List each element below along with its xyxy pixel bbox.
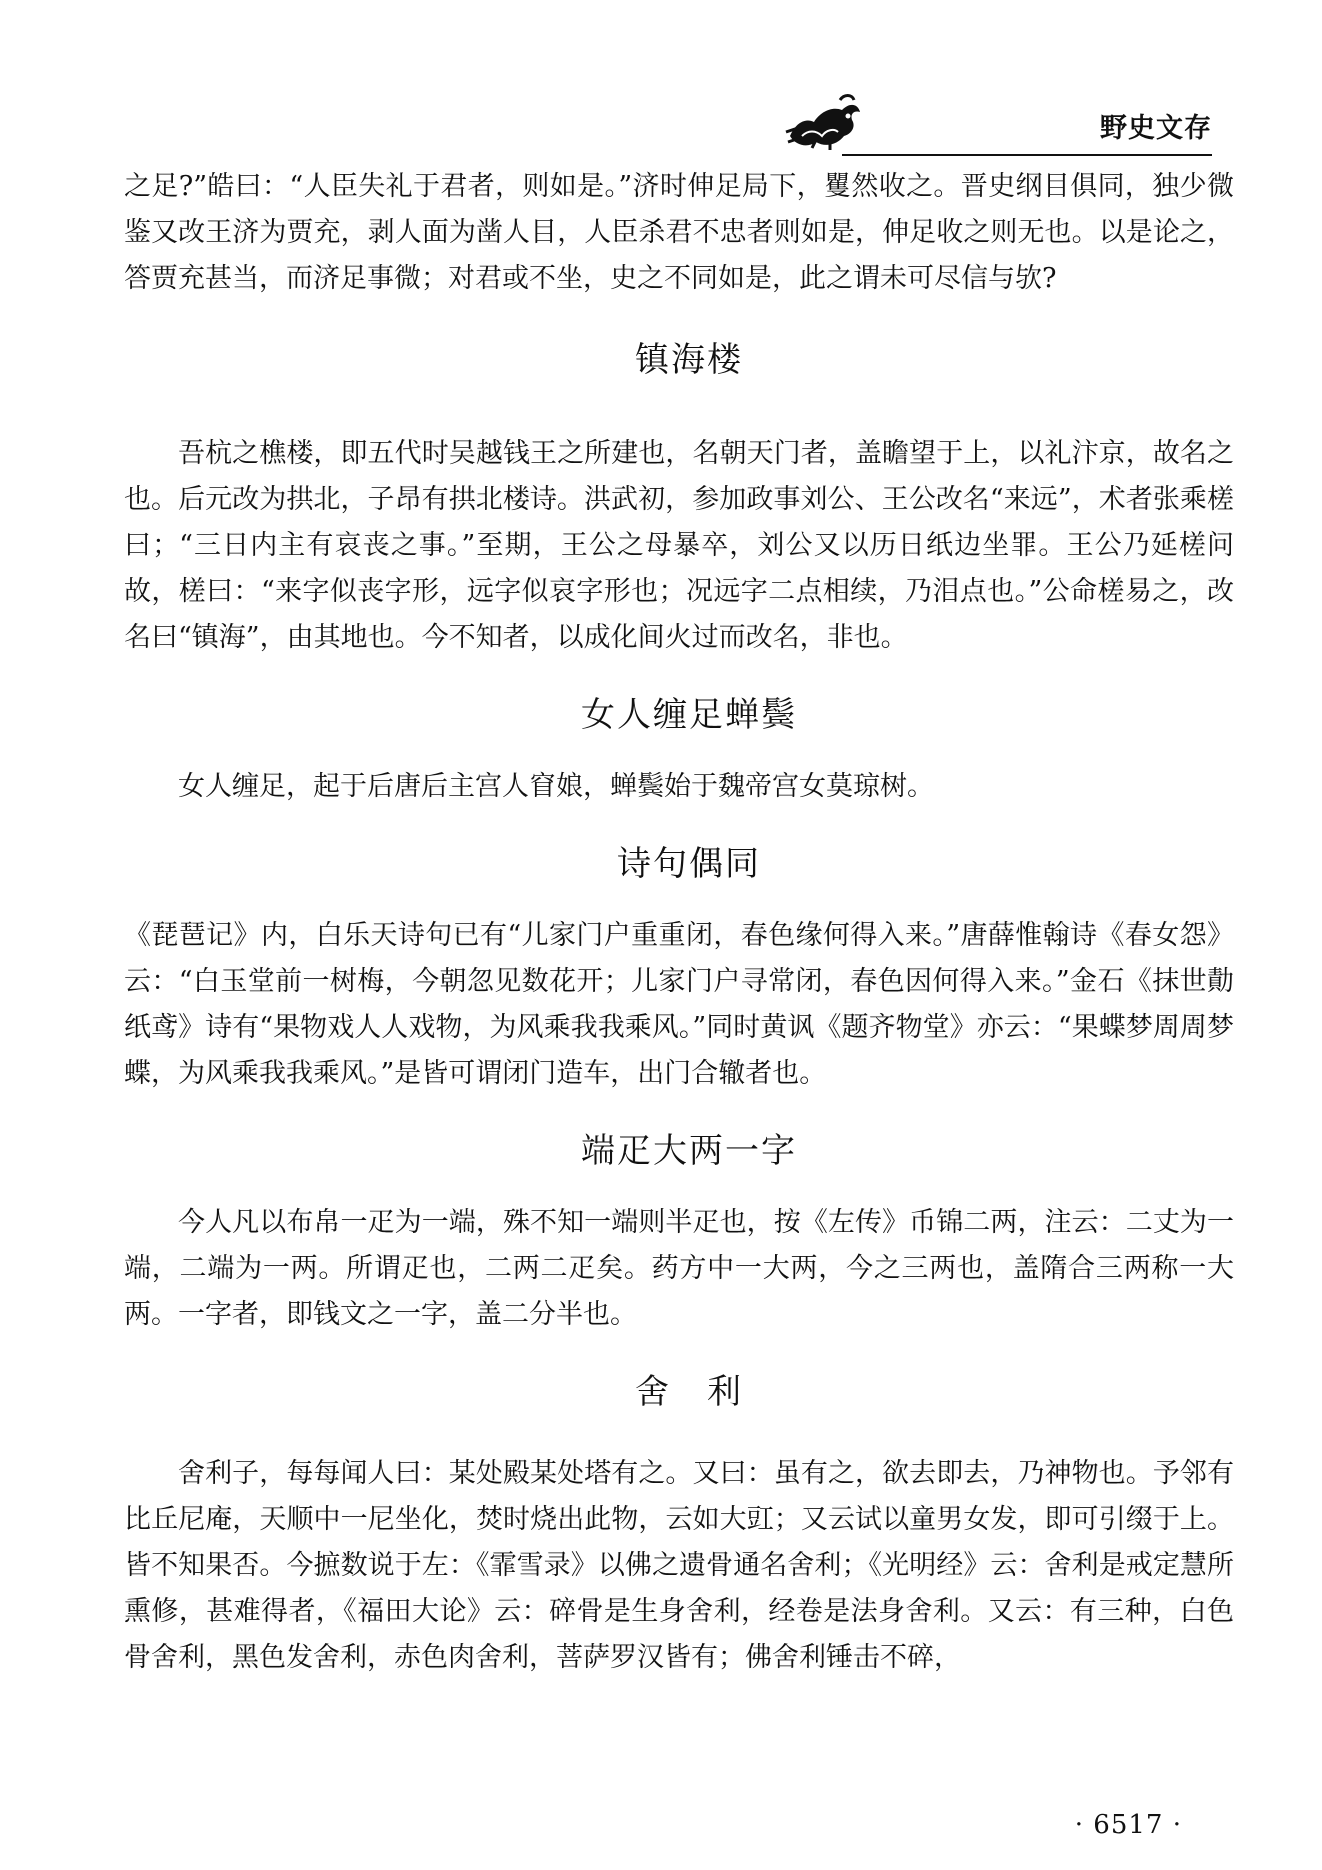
page-body — [124, 164, 1234, 1681]
page-number: · 6517 · — [1074, 1810, 1182, 1840]
dragon-emblem-icon — [782, 92, 864, 156]
section-heading-duanpi: 端疋大两一字 — [581, 1131, 797, 1171]
paragraph: 吾杭之樵楼，即五代时吴越钱王之所建也，名朝天门者，盖瞻望于上，以礼汴京，故名之也。后元改为拱北，子昂有拱北楼诗。洪武初，参加政事刘公、王公改名“来远”，术者张乘槎曰；“三日内主有哀丧之事。”至期，王公之母暴卒，刘公又以历日纸边坐罪。王公乃延槎问故，槎曰：“来字似丧字形，远字似哀字形也；况远字二点相续，乃泪点也。”公命槎易之，改名曰“镇海”，由其地也。今不知者，以成化间火过而改名，非也。 — [124, 438, 1234, 653]
paragraph: 《琵琶记》内，白乐天诗句已有“儿家门户重重闭，春色缘何得入来。”唐薛惟翰诗《春女怨》云：“白玉堂前一树梅，今朝忽见数花开；儿家门户寻常闭，春色因何得入来。”金石《抹世勣纸鸢》诗有“果物戏人人戏物，为风乘我我乘风。”同时黄讽《题齐物堂》亦云：“果蝶梦周周梦蝶，为风乘我我乘风。”是皆可谓闭门造车，出门合辙者也。 — [124, 920, 1234, 1089]
section-heading-chanzu: 女人缠足蝉鬓 — [581, 695, 797, 735]
paragraph: 今人凡以布帛一疋为一端，殊不知一端则半疋也，按《左传》币锦二两，注云：二丈为一端，二端为一两。所谓疋也，二两二疋矣。药方中一大两，今之三两也，盖隋合三两称一大两。一字者，即钱文之一字，盖二分半也。 — [124, 1207, 1234, 1330]
paragraph: 舍利子，每每闻人曰：某处殿某处塔有之。又曰：虽有之，欲去即去，乃神物也。予邻有比丘尼庵，天顺中一尼坐化，焚时烧出此物，云如大豇；又云试以童男女发，即可引缀于上。皆不知果否。今摭数说于左：《霏雪录》以佛之遗骨通名舍利；《光明经》云：舍利是戒定慧所熏修，甚难得者，《福田大论》云：碎骨是生身舍利，经卷是法身舍利。又云：有三种，白色骨舍利，黑色发舍利，赤色肉舍利，菩萨罗汉皆有；佛舍利锤击不碎， — [124, 1458, 1234, 1673]
header-title: 野史文存 — [1100, 113, 1212, 144]
paragraph-continuation: 之足?”皓曰：“人臣失礼于君者，则如是。”济时伸足局下，矍然收之。晋史纲目俱同，独少微鉴又改王济为贾充，剥人面为凿人目，人臣杀君不忠者则如是，伸足收之则无也。以是论之，答贾充甚当，而济足事微；对君或不坐，史之不同如是，此之谓未可尽信与欤? — [124, 171, 1234, 294]
paragraph: 女人缠足，起于后唐后主宫人窅娘，蝉鬓始于魏帝宫女莫琼树。 — [178, 771, 934, 802]
page-header — [782, 92, 1212, 162]
header-rule — [842, 154, 1212, 156]
section-heading-zhenhailou: 镇海楼 — [635, 340, 743, 380]
section-heading-sheli: 舍 利 — [635, 1372, 743, 1412]
section-heading-shiju: 诗句偶同 — [617, 844, 761, 884]
